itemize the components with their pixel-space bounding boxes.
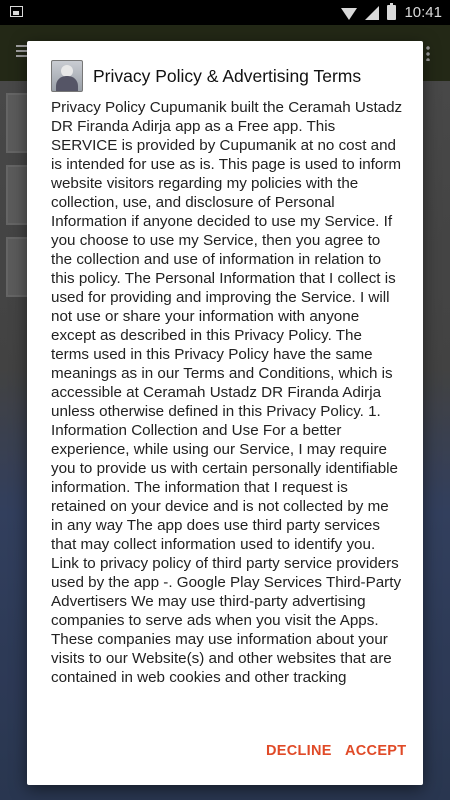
app-portrait-icon [51,60,83,92]
dialog-actions [27,723,423,785]
accept-button[interactable]: ACCEPT [345,743,407,759]
dialog-header [51,59,403,93]
policy-text: Privacy Policy Cupumanik built the Ceramah Ustadz DR Firanda Adirja app as a Free app. This SERVICE is provided by Cupumanik at no cost and is intended for use as is. This page is used to inform website visitors regarding my policies with the collection, use, and disclosure of Personal Information if anyone decided to use my Service. If you choose to use my Service, then you agree to the collection and use of information in relation to this policy. The Personal Information that I collect is used for providing and improving the Service. I will not use or share your information with anyone except as described in this Privacy Policy. The terms used in this Privacy Policy have the same meanings as in our Terms and Conditions, which is accessible at Ceramah Ustadz DR Firanda Adirja unless otherwise defined in this Privacy Policy. 1. Information Collection and Use For a better experience, while using our Service, I may require you to provide us with certain personally identifiable information. The information that I request is retained on your device and is not collected by me in any way The app does use third party services that may collect information used to identify you. Link to privacy policy of third party service providers used by the app -. Google Play Services Third-Party Advertisers We may use third-party advertising companies to serve ads when you visit the Apps. These companies may use information about your visits to our Website(s) and other websites that are contained in web cookies and other tracking [51,99,403,686]
privacy-dialog [27,41,423,785]
dialog-body[interactable] [51,98,403,722]
decline-button[interactable]: DECLINE [266,743,332,759]
dialog-title: Privacy Policy & Advertising Terms [93,65,362,86]
status-time: 10:41 [404,4,442,21]
